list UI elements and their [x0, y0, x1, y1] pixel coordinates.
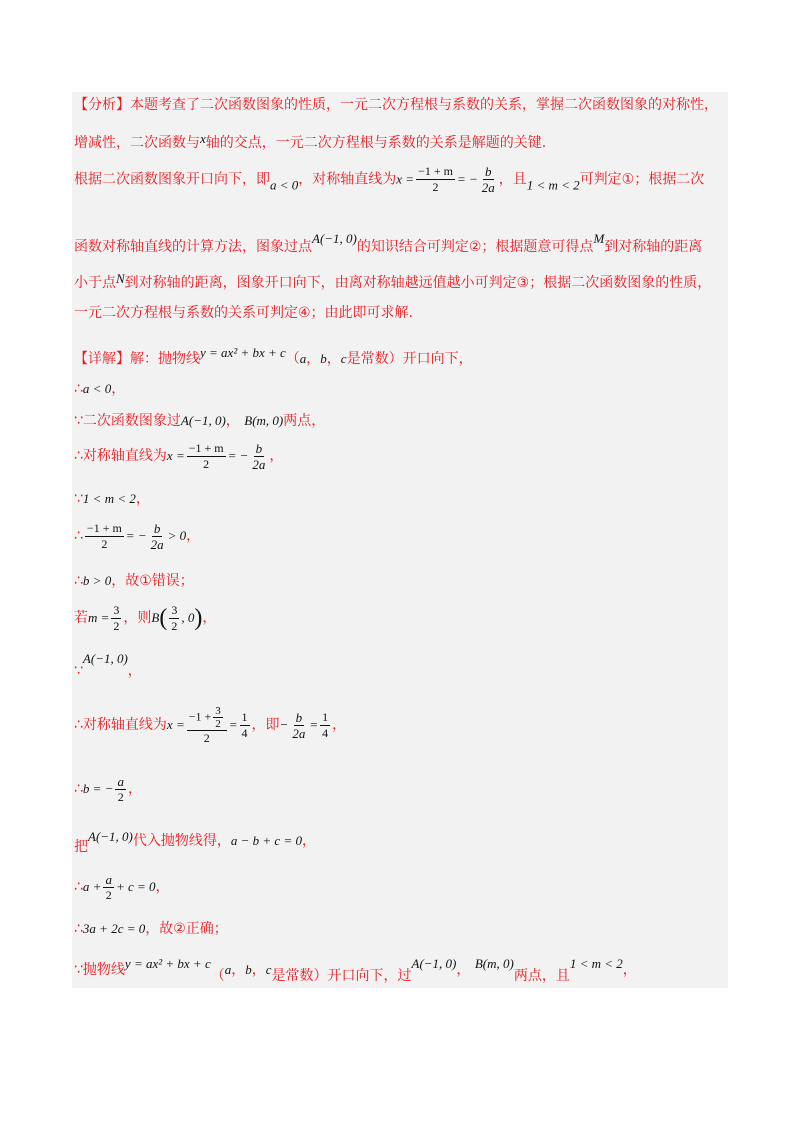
math: =: [309, 717, 319, 732]
text: ，: [269, 448, 284, 464]
complex-fraction: [187, 705, 227, 746]
text: 对称轴直线为: [82, 448, 167, 464]
fraction: [250, 441, 267, 472]
math: 1 < m < 2: [526, 177, 580, 193]
text: ，: [127, 663, 142, 679]
denominator: 2a: [292, 725, 306, 741]
because-symbol: ∵: [74, 962, 83, 978]
denominator: 2a: [150, 536, 164, 552]
denominator: 2: [113, 618, 120, 633]
math: A(−1, 0): [180, 413, 226, 428]
therefore-symbol: ∴: [74, 448, 83, 464]
numerator: 1: [322, 709, 329, 724]
left-paren: (: [159, 605, 168, 631]
detail-line-6: [74, 520, 200, 552]
detail-line-4: [74, 440, 283, 472]
math: y = ax² + bx + c: [124, 956, 211, 971]
detail-line-3: [74, 412, 325, 430]
therefore-symbol: ∴: [74, 573, 83, 589]
fraction: [115, 774, 126, 805]
text: 一元二次方程根与系数的关系可判定④；由此即可求解.: [74, 305, 413, 321]
text: ，: [622, 962, 637, 978]
detail-line-7: [74, 572, 194, 590]
text: 抛物线: [82, 962, 125, 978]
detail-tag: 【详解】: [74, 351, 130, 367]
text: ，: [111, 381, 126, 397]
math-point: A(−1, 0): [312, 231, 357, 246]
numerator: a: [117, 773, 124, 789]
denominator: 2: [215, 717, 221, 730]
text: ，故①错误；: [111, 573, 194, 589]
text: 是常数）开口向下，: [346, 351, 473, 367]
text: 两点，且: [513, 968, 570, 984]
math: m =: [88, 610, 110, 625]
denominator: 2: [203, 730, 210, 745]
text: ，: [135, 491, 150, 507]
fraction: [111, 603, 121, 634]
text: 到对称轴的距离，图象开口向下，由离对称轴越远值越小可判定③；根据二次函数图象的性质，: [124, 275, 712, 291]
therefore-symbol: ∴: [74, 528, 83, 544]
text: ，: [225, 413, 240, 429]
math: b > 0: [82, 573, 112, 588]
text: 代入抛物线得，: [132, 833, 231, 849]
text: ，: [456, 962, 471, 978]
therefore-symbol: ∴: [74, 381, 83, 397]
fraction: [103, 872, 114, 903]
fraction: [416, 164, 455, 195]
math: =: [228, 717, 238, 732]
denominator: 2: [105, 887, 112, 902]
math: −1 +: [188, 708, 212, 723]
text: ，: [251, 962, 266, 978]
therefore-symbol: ∴: [74, 717, 83, 733]
math: x =: [396, 171, 415, 187]
detail-line-9: [74, 650, 142, 680]
fraction: [320, 710, 330, 741]
text: ，: [301, 833, 316, 849]
detail-line-14: [74, 920, 228, 938]
text: 到对称轴的距离: [604, 239, 703, 255]
denominator: 2a: [481, 180, 495, 195]
fraction: [480, 164, 497, 195]
math: −: [279, 717, 289, 732]
numerator: 3: [171, 602, 178, 617]
math: a − b + c = 0: [230, 833, 302, 848]
denominator: 4: [322, 725, 329, 740]
detail-line-8: [74, 600, 216, 636]
math: , 0: [181, 610, 195, 625]
math: A(−1, 0): [82, 651, 128, 666]
analysis-line-3: [74, 164, 704, 201]
fraction: [240, 710, 250, 741]
analysis-line-2: [74, 130, 546, 152]
analysis-line-6: [74, 304, 413, 322]
math: a < 0: [82, 381, 112, 396]
therefore-symbol: ∴: [74, 921, 83, 937]
math: b = −: [82, 781, 114, 796]
math: b: [320, 351, 327, 366]
math: y = ax² + bx + c: [200, 345, 286, 360]
numerator: b: [485, 164, 492, 179]
numerator: −1 + m: [86, 520, 122, 535]
denominator: 2: [432, 180, 439, 194]
math: = −: [125, 528, 147, 543]
detail-line-10: [74, 700, 346, 750]
math: B: [151, 610, 160, 625]
detail-line-1: [74, 340, 473, 372]
numerator: −1 + m: [188, 440, 224, 455]
fraction: [290, 710, 307, 741]
text: ，即: [251, 717, 280, 733]
math: x =: [166, 448, 185, 463]
math: 1 < m < 2: [569, 956, 623, 971]
analysis-line-5: [74, 270, 711, 292]
text: 把: [74, 839, 88, 855]
denominator: 4: [241, 725, 248, 740]
text: ，: [326, 351, 341, 367]
fraction: [85, 521, 124, 552]
text: 根据二次函数图象开口向下，即: [74, 171, 270, 188]
analysis-text: 本题考查了二次函数图象的性质，一元二次方程根与系数的关系，掌握二次函数图象的对称性，: [130, 97, 718, 113]
right-paren: ): [194, 605, 203, 631]
numerator: a: [105, 871, 112, 887]
text: ，: [202, 610, 217, 626]
fraction: [149, 521, 166, 552]
math: c: [340, 351, 347, 366]
analysis-line-1: [74, 96, 718, 114]
denominator: 2: [101, 536, 108, 551]
text: 增减性，二次函数与: [74, 135, 200, 151]
text: 二次函数图象过: [82, 413, 181, 429]
text: 若: [74, 610, 88, 626]
math: b: [245, 962, 252, 977]
denominator: 2: [171, 618, 178, 633]
math: = −: [227, 448, 249, 463]
numerator: 1: [241, 709, 248, 724]
math: A(−1, 0): [411, 956, 457, 971]
numerator: [187, 705, 227, 731]
math: B(m, 0): [474, 956, 514, 971]
math: x =: [166, 717, 185, 732]
detail-line-13: [74, 870, 170, 904]
fraction: [213, 705, 223, 730]
text: 函数对称轴直线的计算方法，图象过点: [74, 239, 312, 255]
math: a < 0: [270, 177, 299, 193]
text: 两点，: [283, 413, 326, 429]
text: （: [285, 351, 300, 367]
math: > 0: [167, 528, 187, 543]
text: ，则: [123, 610, 152, 626]
text: ，: [231, 962, 246, 978]
detail-line-15: [74, 950, 637, 990]
text: ，故②正确；: [145, 921, 228, 937]
because-symbol: ∵: [74, 663, 83, 679]
text: ，: [155, 879, 170, 895]
detail-line-5: [74, 490, 150, 508]
text: ，: [127, 781, 142, 797]
text: 是常数）开口向下，过: [271, 968, 412, 984]
fraction: [187, 441, 226, 472]
because-symbol: ∵: [74, 491, 83, 507]
denominator: 2a: [252, 456, 266, 472]
analysis-tag: 【分析】: [74, 97, 130, 113]
detail-line-11: [74, 772, 142, 806]
text: ，: [306, 351, 321, 367]
text: 对称轴直线为: [82, 717, 167, 733]
math: N: [116, 271, 125, 286]
text: 轴的交点，一元二次方程根与系数的关系是解题的关键.: [205, 135, 547, 151]
fraction: [169, 603, 179, 634]
numerator: 3: [113, 602, 120, 617]
text: 小于点: [74, 275, 116, 291]
text: 可判定①；根据二次: [579, 171, 705, 188]
math: a: [299, 351, 307, 366]
math: 3a + 2c = 0: [82, 921, 146, 936]
math-x: x: [200, 131, 206, 146]
text: 的知识结合可判定②；根据题意可得点: [356, 239, 594, 255]
math: a: [224, 962, 232, 977]
math: a +: [82, 879, 102, 894]
detail-line-2: [74, 380, 125, 398]
math: M: [593, 231, 605, 246]
math: 1 < m < 2: [82, 491, 136, 506]
numerator: b: [255, 440, 263, 456]
analysis-line-4: [74, 224, 702, 262]
denominator: 2: [203, 456, 210, 471]
numerator: −1 + m: [418, 164, 453, 178]
text: （: [210, 968, 225, 984]
text: ，: [332, 717, 347, 733]
math: A(−1, 0): [88, 829, 133, 844]
therefore-symbol: ∴: [74, 879, 83, 895]
math: + c = 0: [115, 879, 156, 894]
text: ，对称轴直线为: [298, 171, 397, 188]
denominator: 2: [117, 789, 124, 804]
detail-line-12: [74, 828, 316, 856]
math: c: [265, 962, 272, 977]
therefore-symbol: ∴: [74, 781, 83, 797]
numerator: 3: [215, 704, 221, 717]
text: 解：抛物线: [130, 351, 200, 367]
because-symbol: ∵: [74, 413, 83, 429]
math: = −: [456, 171, 478, 187]
numerator: b: [153, 520, 161, 536]
math: B(m, 0): [244, 413, 284, 428]
text: ，且: [498, 171, 527, 188]
numerator: b: [295, 709, 303, 725]
text: ，: [186, 528, 201, 544]
